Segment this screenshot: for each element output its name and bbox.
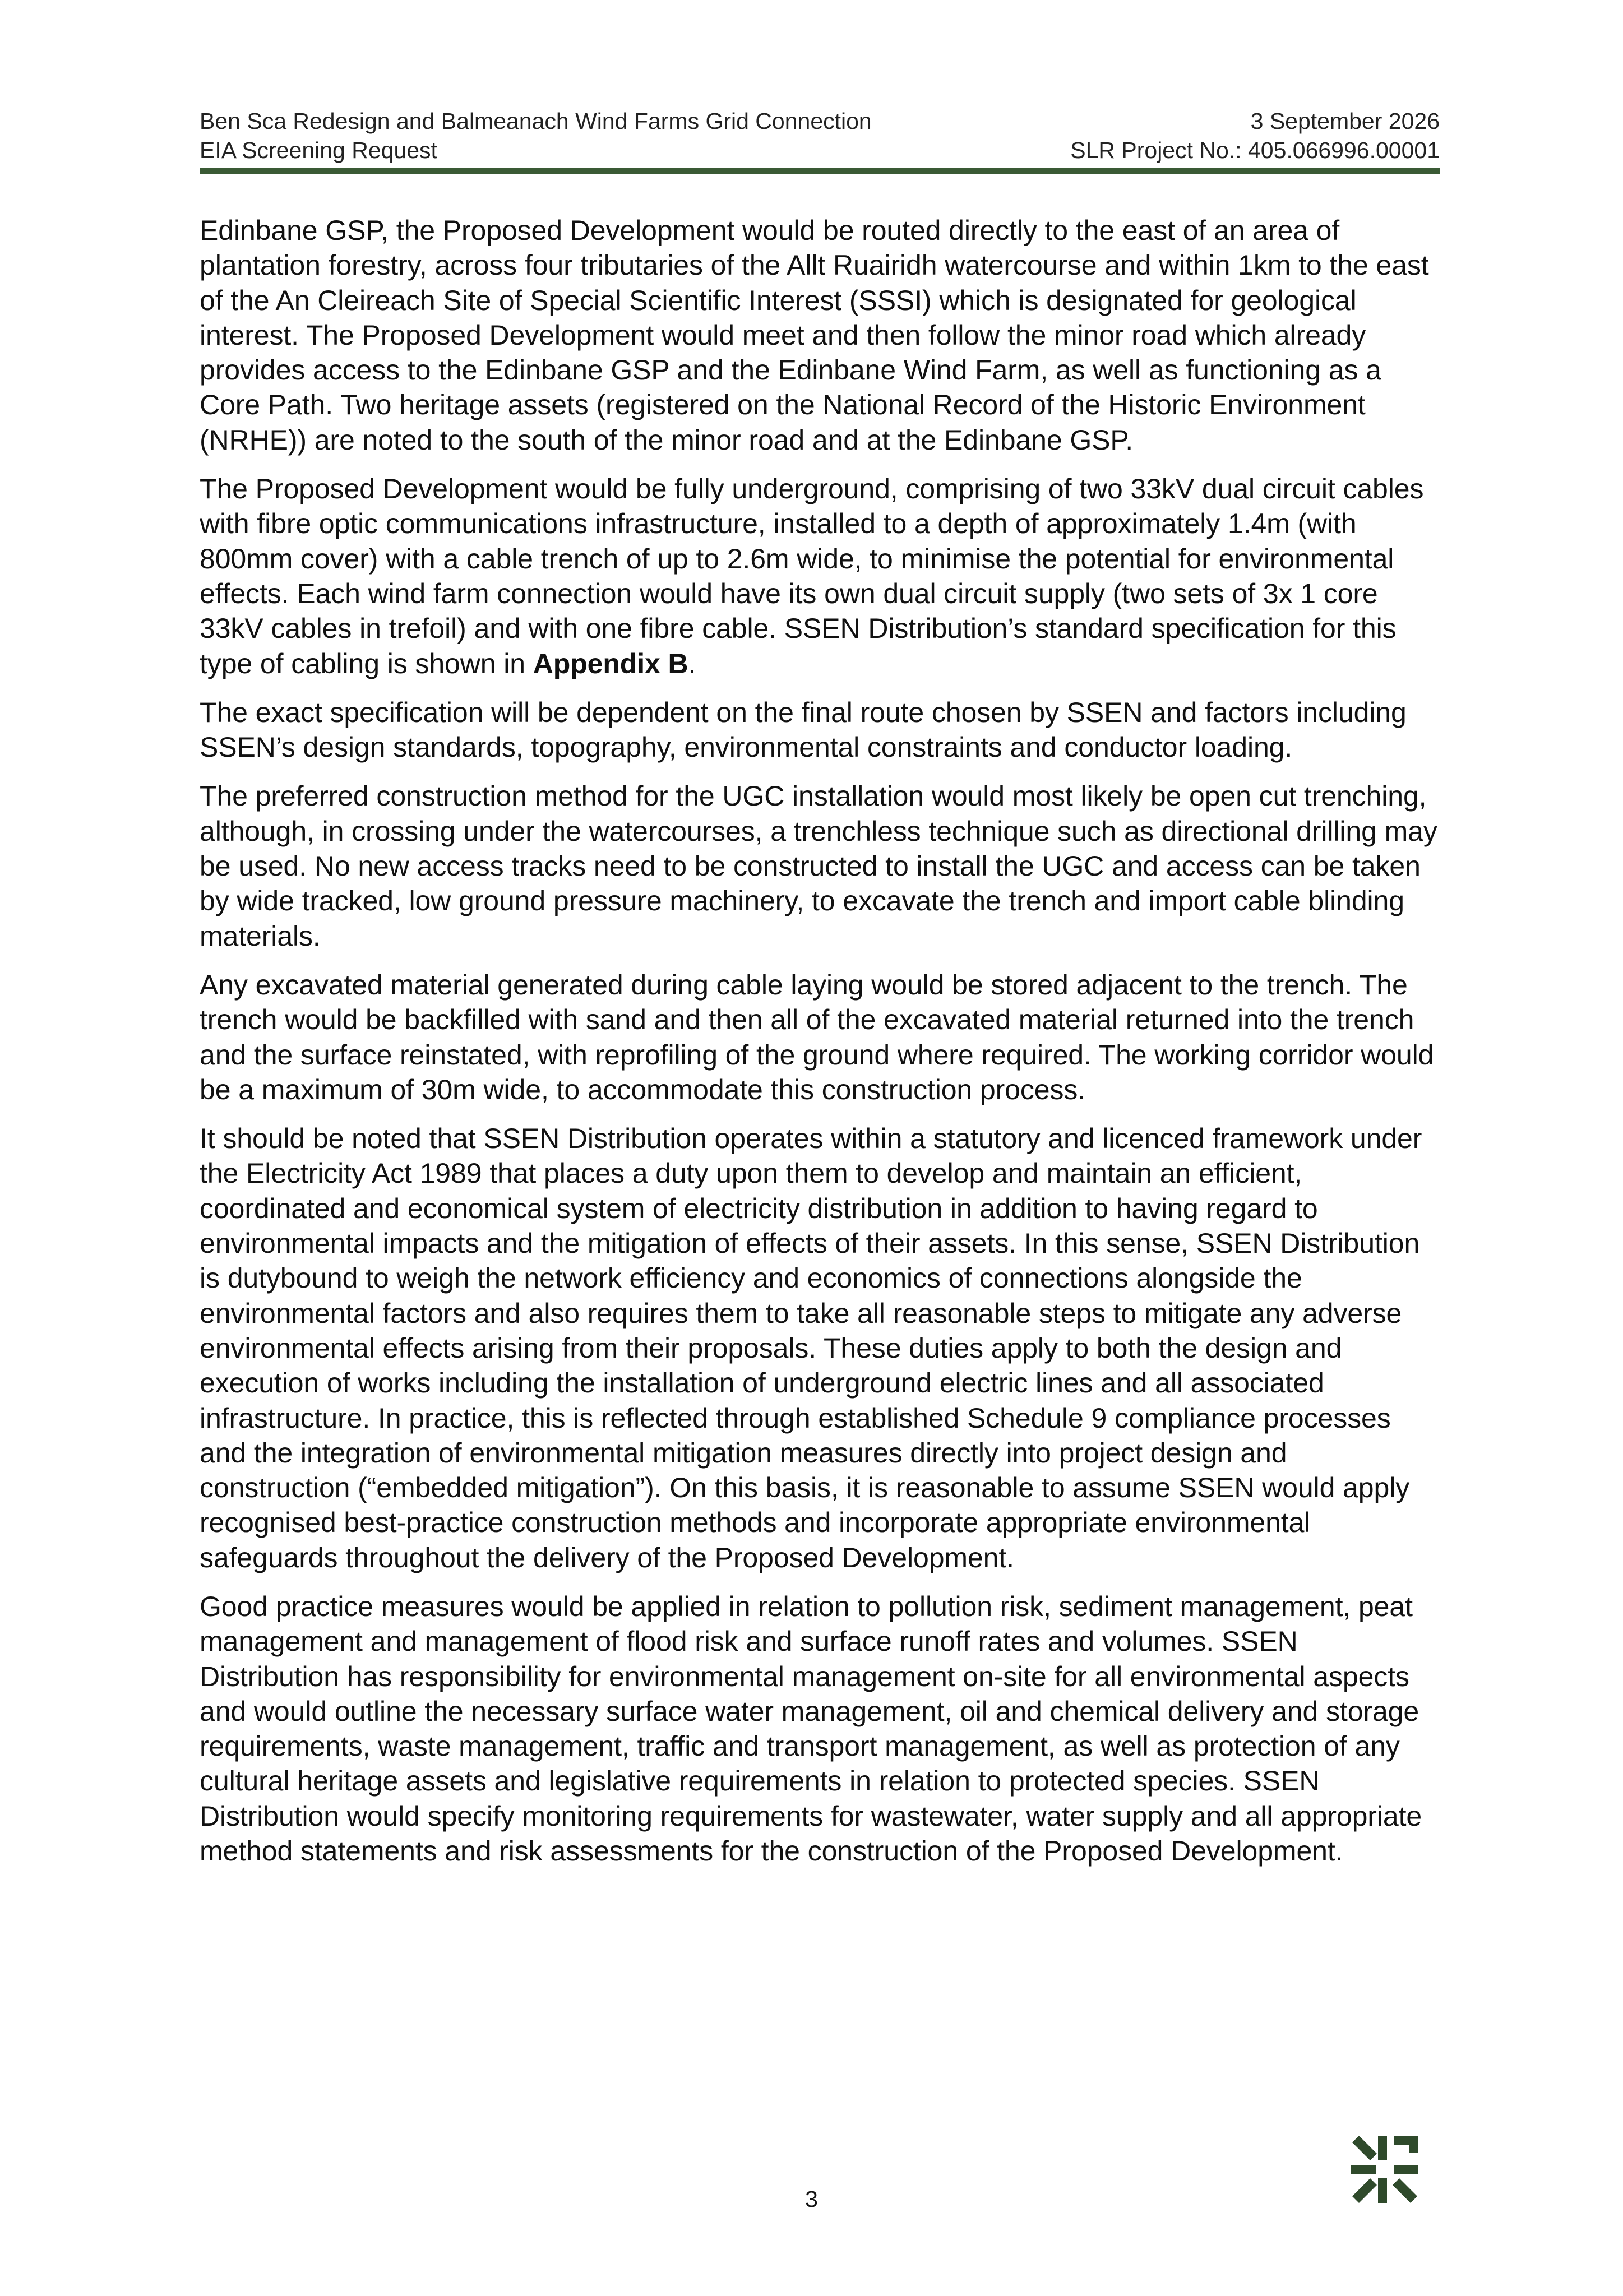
- header-rule: [200, 168, 1440, 174]
- project-number: SLR Project No.: 405.066996.00001: [1070, 137, 1440, 163]
- paragraph: The preferred construction method for the UGC installation would most likely be open cut trenching, although, in crossing under the watercourses, a trenchless technique such as directional drilling may be used. No new access tracks need to be constructed to install the UGC and access can be taken by wide tracked, low ground pressure machinery, to excavate the trench and import cable blinding materials.: [200, 780, 1437, 952]
- page-number: 3: [805, 2186, 818, 2212]
- paragraph: [200, 471, 1444, 681]
- document-title: Ben Sca Redesign and Balmeanach Wind Farms Grid Connection: [200, 108, 872, 134]
- document-date: 3 September 2026: [1250, 108, 1440, 134]
- paragraph: It should be noted that SSEN Distribution operates within a statutory and licenced framework under the Electricity Act 1989 that places a duty upon them to develop and maintain an efficient, coordinated and economical system of electricity distribution in addition to having regard to environmental impacts and the mitigation of effects of their assets. In this sense, SSEN Distribution is dutybound to weigh the network efficiency and economics of connections alongside the environmental factors and also requires them to take all reasonable steps to mitigate any adverse environmental effects arising from their proposals. These duties apply to both the design and execution of works including the installation of underground electric lines and all associated infrastructure. In practice, this is reflected through established Schedule 9 compliance processes and the integration of environmental mitigation measures directly into project design and construction (“embedded mitigation”). On this basis, it is reasonable to assume SSEN would apply recognised best-practice construction methods and incorporate appropriate environmental safeguards throughout the delivery of the Proposed Development.: [200, 1123, 1422, 1573]
- paragraph-text: The Proposed Development would be fully underground, comprising of two 33kV dual circuit cables with fibre optic communications infrastructure, installed to a depth of approximately 1.4m (with 800mm cover) with a cable trench of up to 2.6m wide, to minimise the potential for environmental effects. Each wind farm connection would have its own dual circuit supply (two sets of 3x 1 core 33kV cables in trefoil) and with one fibre cable. SSEN Distribution’s standard specification for this type of cabling is shown in: [200, 473, 1424, 679]
- slr-logo-icon: [1345, 2130, 1424, 2209]
- paragraph: Any excavated material generated during cable laying would be stored adjacent to the trench. The trench would be backfilled with sand and then all of the excavated material returned into the trench and the surface reinstated, with reprofiling of the ground where required. The working corridor would be a maximum of 30m wide, to accommodate this construction process.: [200, 969, 1434, 1105]
- paragraph: Edinbane GSP, the Proposed Development would be routed directly to the east of an area of plantation forestry, across four tributaries of the Allt Ruairidh watercourse and within 1km to the east of the An Cleireach Site of Special Scientific Interest (SSSI) which is designated for geological interest. The Proposed Development would meet and then follow the minor road which already provides access to the Edinbane GSP and the Edinbane Wind Farm, as well as functioning as a Core Path. Two heritage assets (registered on the National Record of the Historic Environment (NRHE)) are noted to the south of the minor road and at the Edinbane GSP.: [200, 215, 1429, 456]
- paragraph: The exact specification will be dependent on the final route chosen by SSEN and factors including SSEN’s design standards, topography, environmental constraints and conductor loading.: [200, 696, 1407, 763]
- page-header: [200, 107, 1440, 165]
- paragraph: Good practice measures would be applied in relation to pollution risk, sediment management, peat management and management of flood risk and surface runoff rates and volumes. SSEN Distribution has responsibility for environmental management on-site for all environmental aspects and would outline the necessary surface water management, oil and chemical delivery and storage requirements, waste management, traffic and transport management, as well as protection of any cultural heritage assets and legislative requirements in relation to protected species. SSEN Distribution would specify monitoring requirements for wastewater, water supply and all appropriate method statements and risk assessments for the construction of the Proposed Development.: [200, 1590, 1422, 1867]
- document-body: [200, 213, 1444, 1882]
- paragraph-end: .: [688, 647, 696, 679]
- document-subtitle: EIA Screening Request: [200, 137, 437, 163]
- appendix-reference: Appendix B: [533, 647, 688, 679]
